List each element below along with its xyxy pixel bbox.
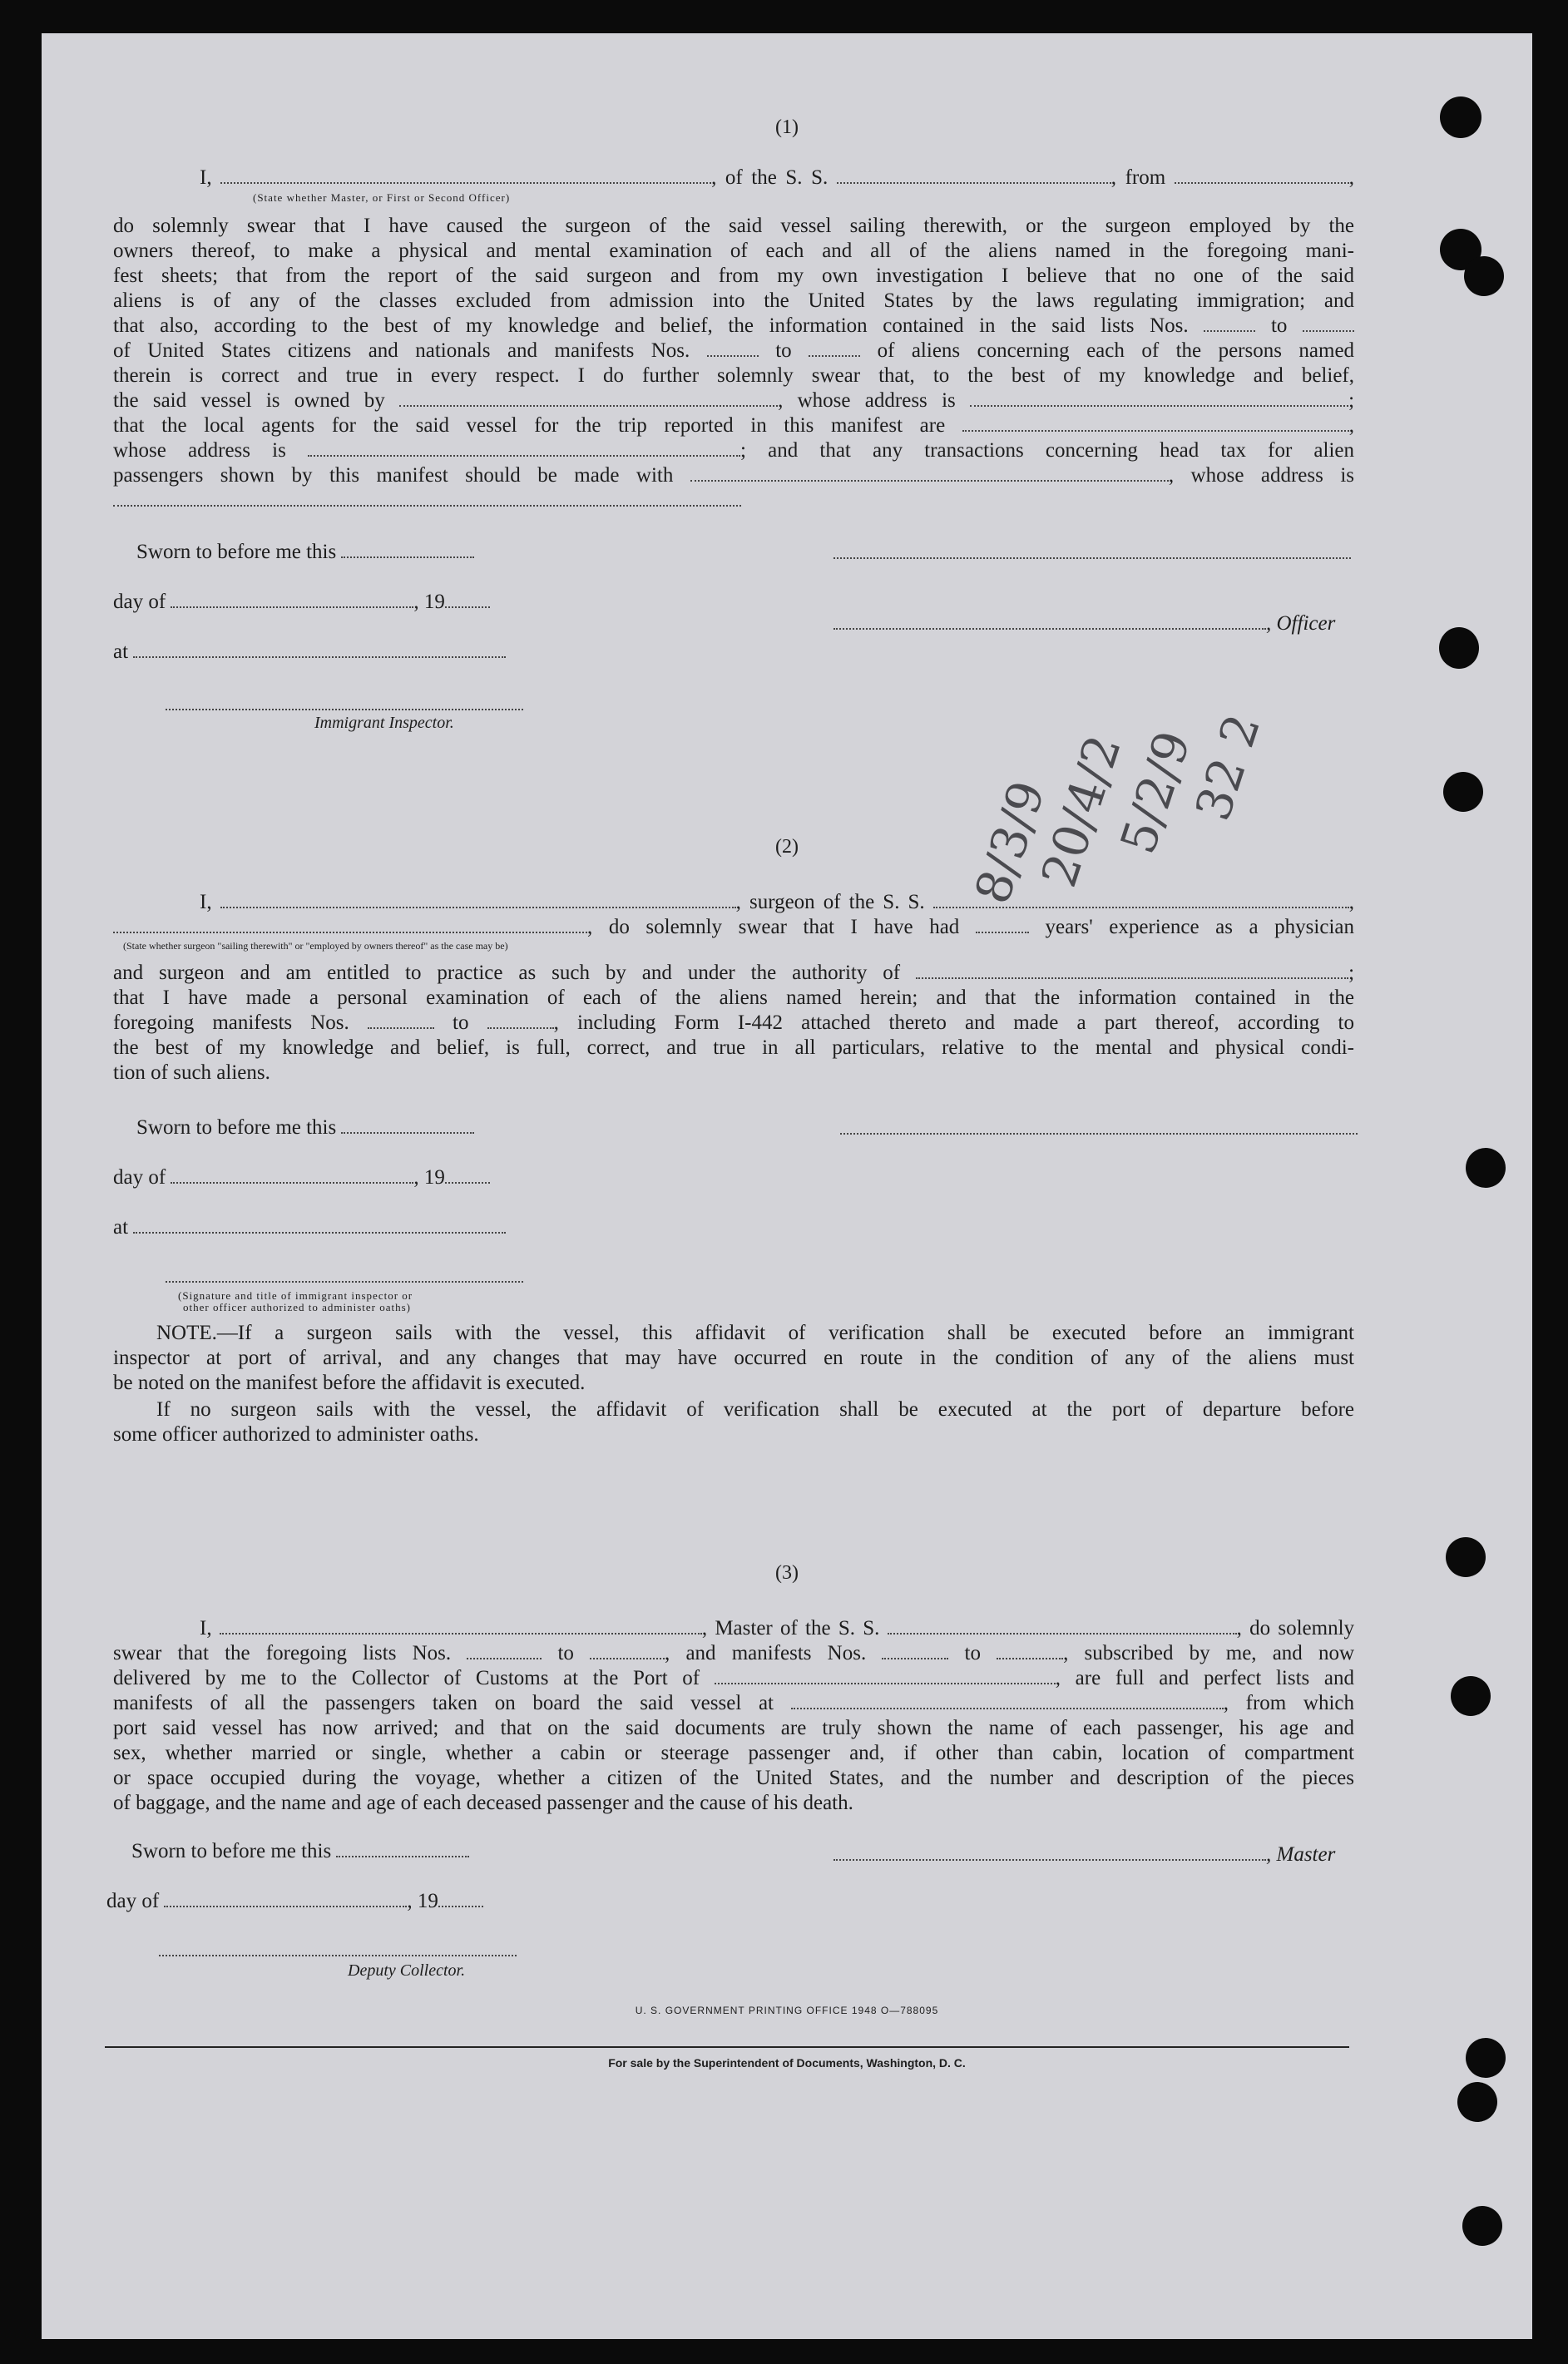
at-row (113, 640, 506, 664)
blank-from-port[interactable] (1175, 169, 1349, 184)
blank-embarkation-port[interactable] (791, 1694, 1224, 1709)
text: , Master of the S. S. (701, 1617, 880, 1639)
text: I, (200, 891, 212, 913)
blank-ship-name[interactable] (837, 169, 1111, 184)
paragraph-line (113, 961, 1354, 986)
printing-office-imprint: U. S. GOVERNMENT PRINTING OFFICE 1948 O—788095 (635, 2005, 939, 2016)
paragraph-line: port said vessel has now arrived; and that on the said documents are truly shown the name of each passenger, his age and (113, 1717, 1354, 1739)
paragraph-line (113, 1691, 1354, 1716)
punch-hole (1451, 1676, 1491, 1716)
footer-rule (105, 2046, 1349, 2048)
sworn-label (136, 1116, 474, 1140)
text: , (1348, 891, 1354, 913)
blank-list-from[interactable] (467, 1644, 542, 1659)
text: passengers shown by this manifest should be made with (113, 464, 674, 487)
blank-head-tax-contact[interactable] (690, 467, 1169, 482)
surgeon-line (113, 890, 1354, 915)
blank-day-of[interactable] (171, 593, 413, 608)
text: to (453, 1011, 469, 1034)
text: ; (1348, 962, 1355, 984)
punch-hole (1466, 1148, 1506, 1188)
text: manifests of all the passengers taken on board the said vessel at (113, 1692, 774, 1714)
blank-port[interactable] (715, 1669, 1056, 1684)
text: , from (1110, 166, 1166, 189)
text: to (557, 1642, 574, 1664)
handwriting-strokes (963, 665, 1335, 915)
text: , including Form I-442 attached thereto and made a part thereof, according to (553, 1011, 1355, 1034)
blank-list-to[interactable] (590, 1644, 665, 1659)
text: Sworn to before me this (131, 1840, 332, 1862)
text: I, (200, 166, 212, 189)
blank-list-to[interactable] (1303, 317, 1354, 332)
paragraph-line: aliens is of any of the classes excluded from admission into the United States by the laws regulating immigration; and (113, 289, 1354, 312)
blank-officer-signature[interactable] (833, 615, 1266, 630)
blank-year[interactable] (445, 1169, 490, 1184)
officer-label: , Officer (1266, 612, 1336, 635)
blank-sworn-day[interactable] (336, 1842, 469, 1857)
text: , of the S. S. (711, 166, 829, 189)
signature-title-note: (Signature and title of immigrant inspector or (178, 1289, 413, 1302)
text: Sworn to before me this (136, 541, 337, 563)
blank-master-name[interactable] (220, 1620, 702, 1635)
handwritten-number: 8/3/9 (963, 774, 1056, 911)
text: delivered by me to the Collector of Customs at the Port of (113, 1667, 700, 1689)
text: , (1348, 414, 1355, 437)
blank-surgeon-status[interactable] (113, 918, 587, 933)
text: that also, according to the best of my knowledge and belief, the information contained in the said lists Nos. (113, 314, 1189, 337)
text: —If a surgeon sails with the vessel, this affidavit of verification shall be executed before an immigrant (216, 1322, 1354, 1344)
text: , 19 (407, 1890, 438, 1912)
handwritten-notation (963, 665, 1335, 915)
note-paragraph-line (113, 1397, 1354, 1422)
blank-years-experience[interactable] (976, 918, 1029, 933)
text: , and manifests Nos. (665, 1642, 867, 1664)
blank-day-of[interactable] (171, 1169, 413, 1184)
text: at (113, 1216, 129, 1239)
blank-sworn-day[interactable] (341, 1119, 474, 1134)
text: , do solemnly (1236, 1617, 1355, 1639)
blank-manifest-from[interactable] (882, 1644, 948, 1659)
text: day of (106, 1890, 160, 1912)
blank-contact-address[interactable] (113, 505, 741, 507)
handwritten-number: 5/2/9 (1109, 724, 1202, 861)
paragraph-line: fest sheets; that from the report of the said surgeon and from my own investigation I believe that no one of the said (113, 265, 1354, 287)
text: , whose address is (1168, 464, 1354, 487)
punch-hole (1457, 2082, 1497, 2122)
paragraph-line (113, 438, 1354, 463)
officer-rank-note: (State whether Master, or First or Second Officer) (253, 191, 511, 204)
text: , from which (1223, 1692, 1354, 1714)
blank-authority[interactable] (916, 964, 1348, 979)
blank-manifest-from[interactable] (707, 342, 759, 357)
text: , subscribed by me, and now (1063, 1642, 1355, 1664)
text: years' experience as a physician (1045, 916, 1354, 938)
blank-master-name[interactable] (220, 169, 711, 184)
text: foregoing manifests Nos. (113, 1011, 349, 1034)
text: day of (113, 591, 166, 613)
text: , 19 (413, 1166, 445, 1189)
text: that the local agents for the said vessel for the trip reported in this manifest are (113, 414, 946, 437)
note-paragraph-line: inspector at port of arrival, and any changes that may have occurred en route in the condition of any of the aliens must (113, 1347, 1354, 1369)
blank-owner[interactable] (399, 392, 778, 407)
punch-hole (1464, 256, 1504, 296)
deputy-label: Deputy Collector. (348, 1961, 466, 1980)
text: to (964, 1642, 981, 1664)
paragraph-line: the best of my knowledge and belief, is full, correct, and true in all particulars, relative to the mental and physical condi- (113, 1036, 1354, 1059)
paragraph-line: that I have made a personal examination of each of the aliens named herein; and that the information contained in the (113, 987, 1354, 1009)
sworn-label (136, 541, 474, 564)
blank-manifest-to[interactable] (809, 342, 860, 357)
text: ; and that any transactions concerning head tax for alien (740, 439, 1355, 462)
text: to (1270, 314, 1288, 337)
punch-hole (1439, 627, 1479, 669)
text: at (113, 640, 129, 663)
inspector-signature-line[interactable] (166, 709, 523, 710)
surgeon-status-note: (State whether surgeon "sailing therewith" or "employed by owners thereof" as the case may be) (123, 940, 508, 952)
at-row (113, 1216, 506, 1239)
day-of-row (113, 591, 490, 614)
text: to (775, 339, 792, 362)
section-1-oath-line (113, 166, 1354, 190)
paragraph-line (113, 339, 1354, 364)
paragraph-line: sex, whether married or single, whether a cabin or steerage passenger and, if other than cabin, location of compartment (113, 1742, 1354, 1764)
paragraph-line: therein is correct and true in every respect. I do further solemnly swear that, to the best of my knowledge and belief, (113, 364, 1354, 387)
signature-title-note: other officer authorized to administer oaths) (183, 1301, 411, 1313)
paragraph-line (113, 1666, 1354, 1691)
text: the said vessel is owned by (113, 389, 385, 412)
section-3-number: (3) (775, 1562, 799, 1584)
manifest-affidavit-page (42, 33, 1532, 2339)
blank-at-place[interactable] (133, 1219, 506, 1234)
blank-sworn-day[interactable] (341, 543, 474, 558)
signature-line[interactable] (833, 557, 1351, 559)
text: of United States citizens and nationals and manifests Nos. (113, 339, 690, 362)
blank-ship-name[interactable] (888, 1620, 1237, 1635)
master-label: , Master (1266, 1843, 1336, 1866)
master-line (113, 1616, 1354, 1641)
text: ; (1348, 389, 1355, 412)
note-paragraph-line (113, 1321, 1354, 1346)
paragraph-line (113, 388, 1354, 413)
text: and surgeon and am entitled to practice as such by and under the authority of (113, 962, 901, 984)
text: , are full and perfect lists and (1055, 1667, 1355, 1689)
blank-surgeon-name[interactable] (220, 893, 736, 908)
paragraph-line: owners thereof, to make a physical and mental examination of each and all of the aliens named in the foregoing mani- (113, 240, 1354, 262)
blank-owner-address[interactable] (970, 392, 1348, 407)
inspector-label: Immigrant Inspector. (314, 714, 454, 732)
blank-day-of[interactable] (164, 1892, 407, 1907)
text: swear that the foregoing lists Nos. (113, 1642, 452, 1664)
paragraph-line (113, 463, 1354, 488)
text: of aliens concerning each of the persons named (877, 339, 1355, 362)
blank-manifest-from[interactable] (368, 1014, 434, 1029)
blank-year[interactable] (438, 1892, 483, 1907)
paragraph-line: tion of such aliens. (113, 1061, 270, 1084)
official-signature-line[interactable] (166, 1281, 523, 1283)
handwritten-number: 32 2 (1184, 707, 1272, 828)
blank-local-agents[interactable] (962, 417, 1349, 432)
blank-manifest-to[interactable] (997, 1644, 1063, 1659)
paragraph-line (113, 1641, 1354, 1666)
blank-manifest-to[interactable] (487, 1014, 554, 1029)
note-label: NOTE. (156, 1322, 217, 1344)
blank-at-place[interactable] (133, 643, 506, 658)
paragraph-line (113, 314, 1354, 339)
paragraph-line: do solemnly swear that I have caused the surgeon of the said vessel sailing therewith, or the surgeon employed by the (113, 215, 1354, 237)
blank-master-signature[interactable] (833, 1846, 1266, 1861)
master-signature-row (833, 1843, 1335, 1867)
paragraph-line: of baggage, and the name and age of each deceased passenger and the cause of his death. (113, 1792, 853, 1814)
day-of-row (113, 1166, 490, 1189)
text: , do solemnly swear that I have had (587, 916, 960, 938)
punch-hole (1462, 2206, 1502, 2246)
surgeon-signature-line[interactable] (840, 1133, 1358, 1135)
punch-hole (1443, 772, 1483, 812)
note-paragraph-line: be noted on the manifest before the affidavit is executed. (113, 1372, 586, 1394)
blank-ship-name[interactable] (933, 893, 1349, 908)
text: day of (113, 1166, 166, 1189)
text: I, (200, 1617, 212, 1639)
handwritten-number: 20/4/2 (1030, 728, 1133, 894)
sale-notice: For sale by the Superintendent of Documents, Washington, D. C. (608, 2056, 966, 2070)
blank-agent-address[interactable] (308, 442, 740, 457)
text: , 19 (413, 591, 445, 613)
text: If no surgeon sails with the vessel, the affidavit of verification shall be executed at the port of departure before (156, 1398, 1354, 1421)
text: whose address is (113, 439, 286, 462)
deputy-signature-line[interactable] (159, 1955, 517, 1956)
blank-year[interactable] (445, 593, 490, 608)
note-paragraph-line: some officer authorized to administer oaths. (113, 1423, 479, 1446)
paragraph-line (113, 1011, 1354, 1036)
sworn-label (131, 1840, 469, 1863)
surgeon-line (113, 915, 1354, 940)
section-1-number: (1) (775, 116, 799, 138)
text: , surgeon of the S. S. (735, 891, 925, 913)
paragraph-line (113, 413, 1354, 438)
text: , whose address is (778, 389, 956, 412)
officer-row (833, 612, 1335, 636)
paragraph-line: or space occupied during the voyage, whether a citizen of the United States, and the number and description of the pieces (113, 1767, 1354, 1789)
day-of-row (106, 1890, 483, 1913)
text: Sworn to before me this (136, 1116, 337, 1139)
section-2-number: (2) (775, 836, 799, 858)
text: , (1348, 166, 1354, 189)
blank-list-from[interactable] (1204, 317, 1255, 332)
